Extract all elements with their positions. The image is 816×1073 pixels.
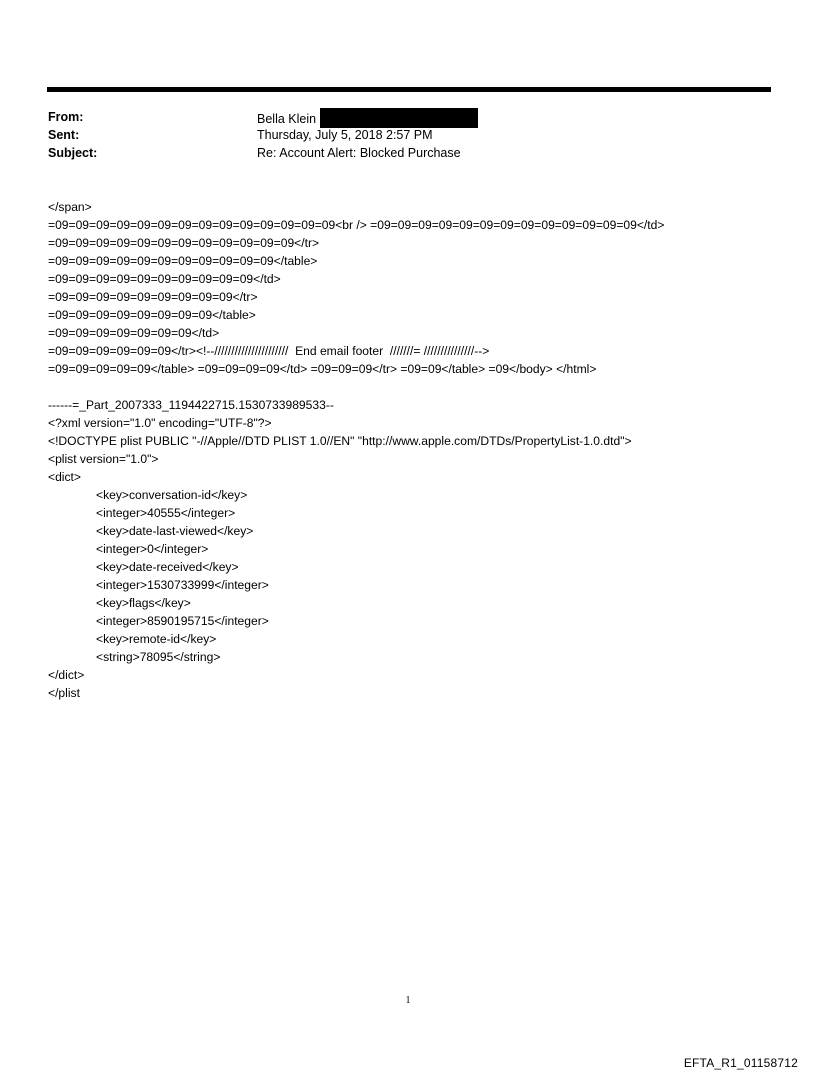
subject-label: Subject: xyxy=(48,146,98,160)
html-line: =09=09=09=09=09=09=09=09=09=09=09</table> xyxy=(48,254,318,268)
email-body xyxy=(48,198,788,702)
doctype-line: <!DOCTYPE plist PUBLIC "-//Apple//DTD PLIST 1.0//EN" "http://www.apple.com/DTDs/PropertyList-1.0.dtd"> xyxy=(48,434,632,448)
dict-entry: <key>date-last-viewed</key> xyxy=(96,524,254,538)
subject-value: Re: Account Alert: Blocked Purchase xyxy=(257,146,461,160)
dict-entry: <integer>0</integer> xyxy=(96,542,209,556)
dict-entry: <integer>40555</integer> xyxy=(96,506,236,520)
html-line: =09=09=09=09=09=09=09=09=09=09</td> xyxy=(48,272,281,286)
dict-entry: <key>remote-id</key> xyxy=(96,632,217,646)
page-number: 1 xyxy=(405,995,411,1006)
from-value xyxy=(257,108,478,128)
mime-boundary: ------=_Part_2007333_1194422715.1530733989533-- xyxy=(48,398,334,412)
email-header xyxy=(48,108,768,162)
dict-entry: <key>date-received</key> xyxy=(96,560,239,574)
sent-label: Sent: xyxy=(48,128,80,142)
from-label: From: xyxy=(48,110,84,124)
from-row xyxy=(48,108,768,126)
plist-close: </plist xyxy=(48,686,80,700)
dict-entry: <key>conversation-id</key> xyxy=(96,488,248,502)
html-line: =09=09=09=09=09=09=09=09=09</tr> xyxy=(48,290,258,304)
sent-row xyxy=(48,126,768,144)
html-line: =09=09=09=09=09=09=09=09=09=09=09=09=09=09<br /> =09=09=09=09=09=09=09=09=09=09=09=09=09</td> xyxy=(48,218,665,232)
html-line: </span> xyxy=(48,200,92,214)
html-line: =09=09=09=09=09=09=09</td> xyxy=(48,326,220,340)
plist-open: <plist version="1.0"> xyxy=(48,452,159,466)
subject-row xyxy=(48,144,768,162)
header-divider xyxy=(47,87,771,92)
dict-close: </dict> xyxy=(48,668,85,682)
dict-entry: <key>flags</key> xyxy=(96,596,191,610)
redaction-bar xyxy=(320,108,478,128)
blank-line xyxy=(48,378,788,396)
dict-entry: <integer>1530733999</integer> xyxy=(96,578,269,592)
html-line: =09=09=09=09=09=09=09=09</table> xyxy=(48,308,256,322)
xml-declaration: <?xml version="1.0" encoding="UTF-8"?> xyxy=(48,416,272,430)
document-id: EFTA_R1_01158712 xyxy=(683,1056,798,1070)
html-line: =09=09=09=09=09</table> =09=09=09=09</td> =09=09=09</tr> =09=09</table> =09</body> </html> xyxy=(48,362,597,376)
dict-entry: <string>78095</string> xyxy=(96,650,221,664)
dict-entry: <integer>8590195715</integer> xyxy=(96,614,269,628)
sender-name: Bella Klein xyxy=(257,112,317,126)
sent-value: Thursday, July 5, 2018 2:57 PM xyxy=(257,128,433,142)
html-line: =09=09=09=09=09=09</tr><!--////////////////////// End email footer ///////= ///////////////--> xyxy=(48,344,490,358)
html-line: =09=09=09=09=09=09=09=09=09=09=09=09</tr> xyxy=(48,236,320,250)
dict-open: <dict> xyxy=(48,470,81,484)
